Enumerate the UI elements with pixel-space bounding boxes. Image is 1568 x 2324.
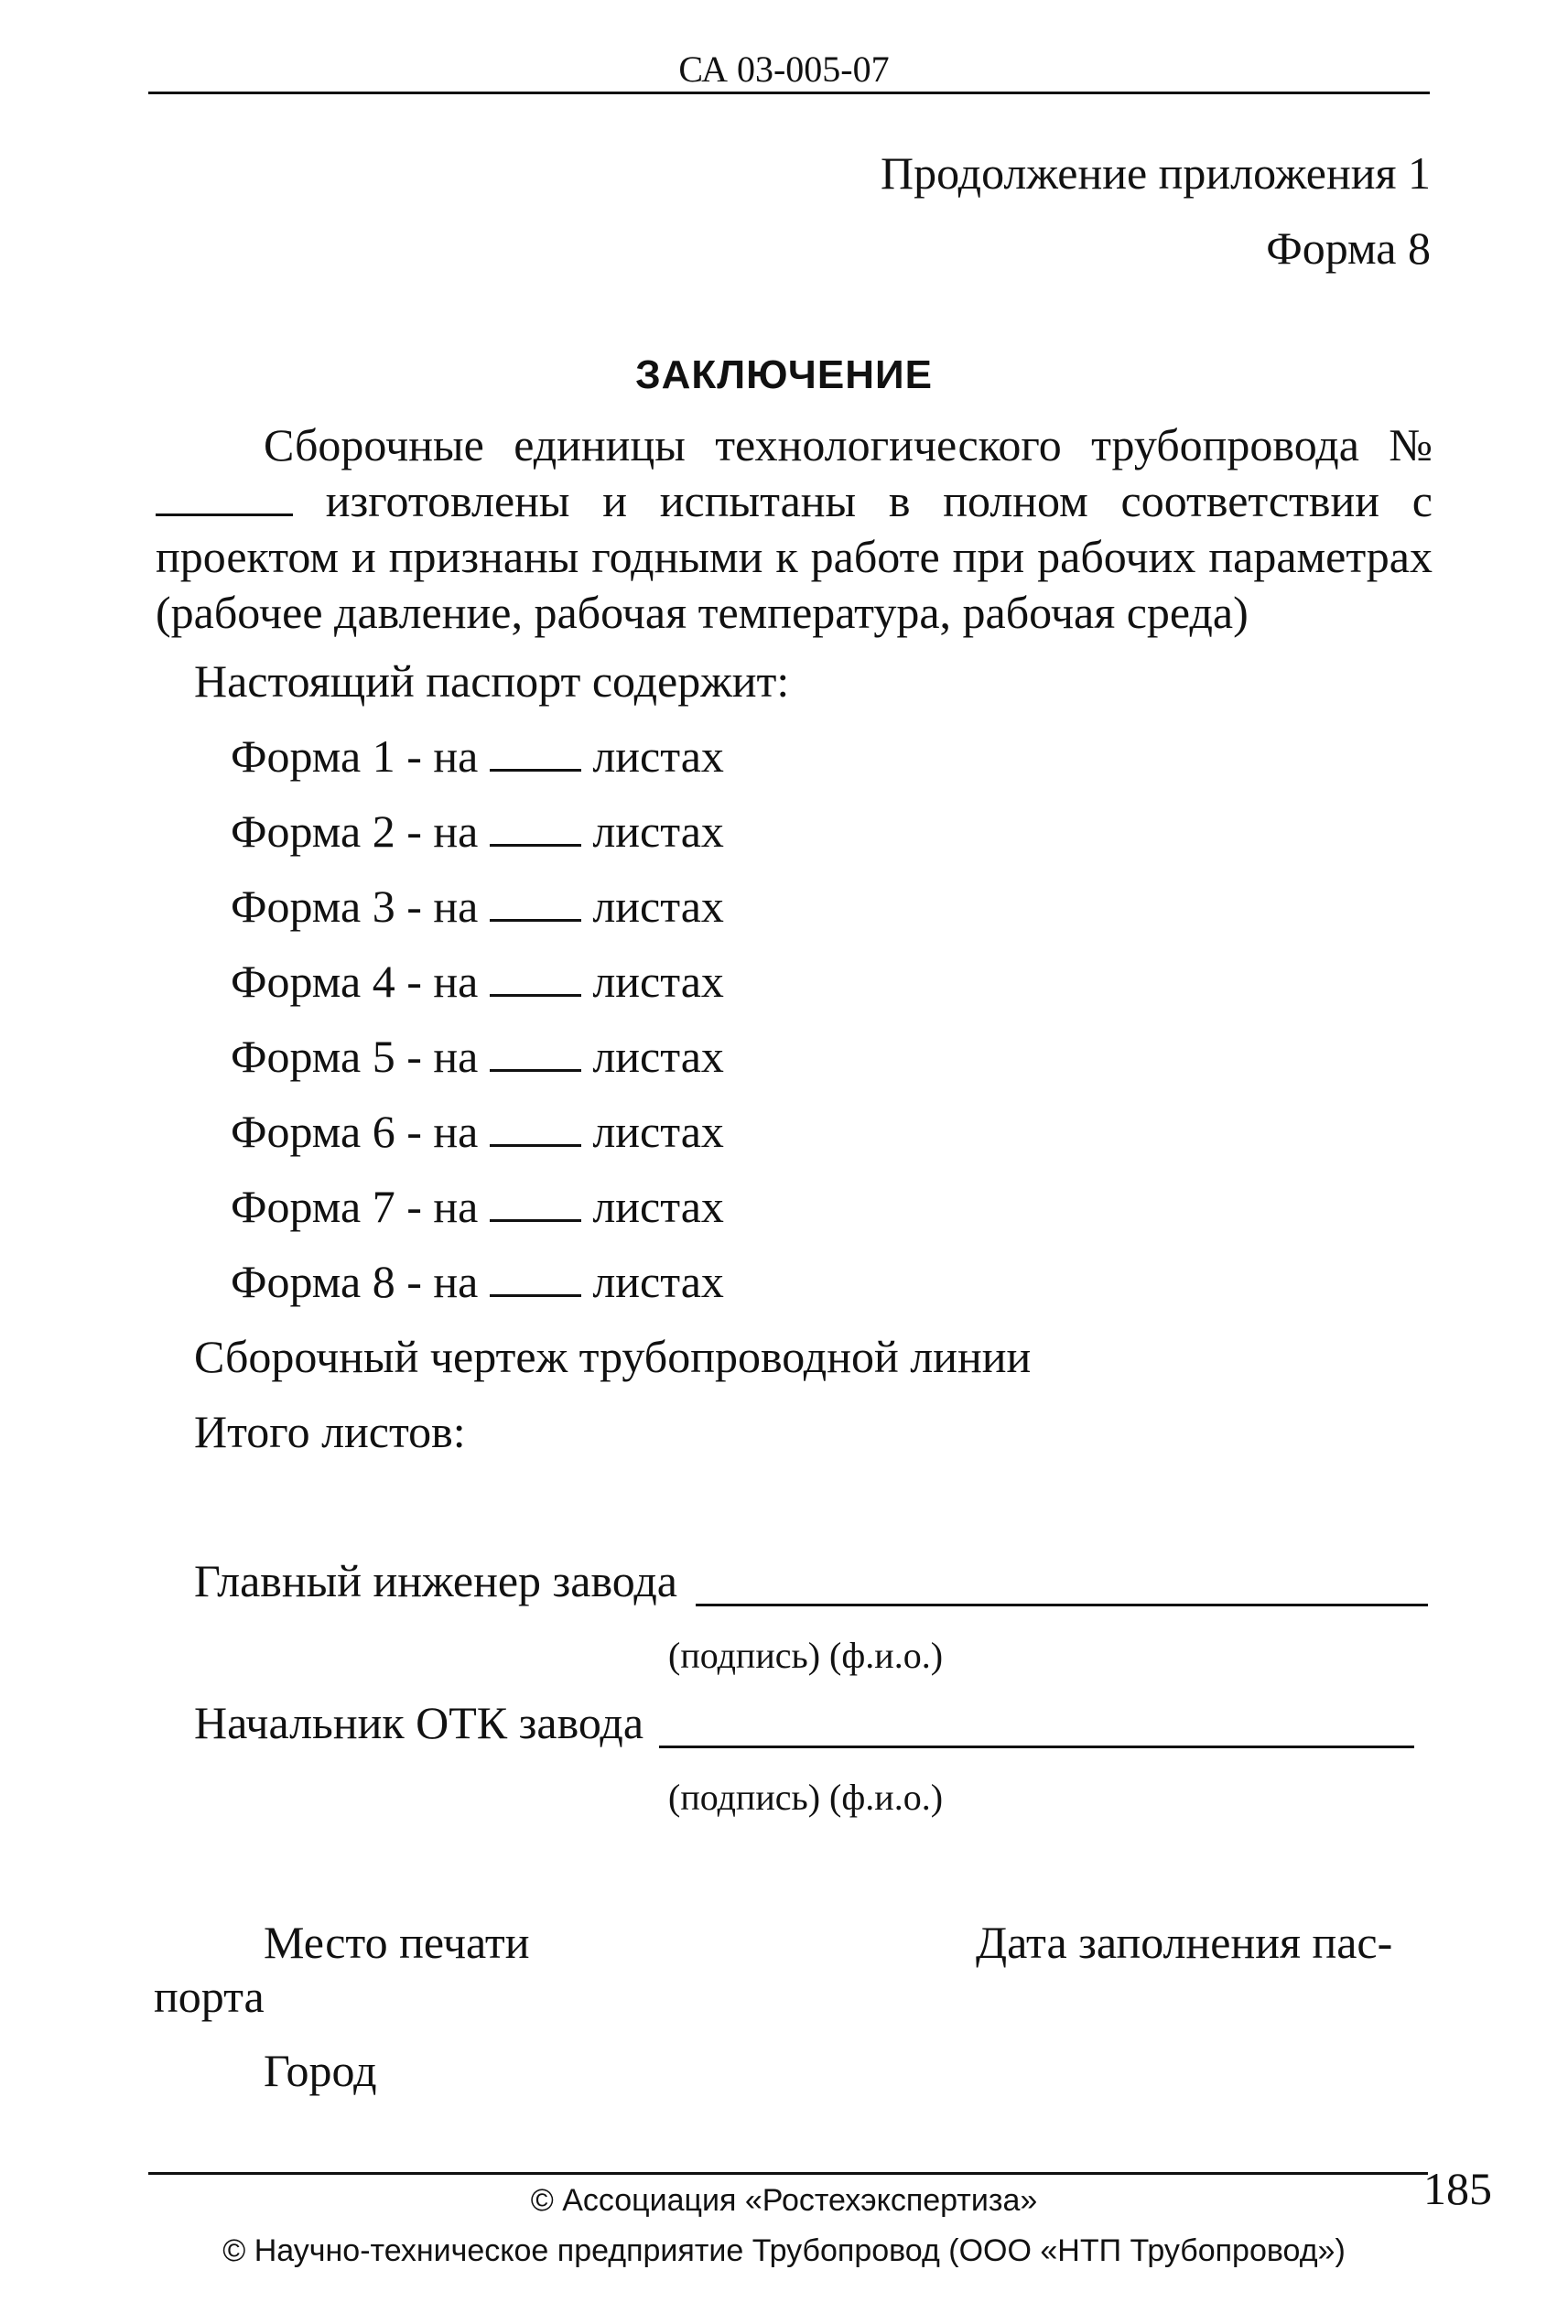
seal-place-label: Место печати <box>264 1917 530 1968</box>
form-number: Форма 8 <box>1266 222 1431 274</box>
sheets-blank[interactable] <box>490 732 581 772</box>
contents-item: Форма 1 - на листах <box>231 730 724 782</box>
footer-copyright-association: © Ассоциация «Ростехэкспертиза» <box>530 2183 1038 2218</box>
pipeline-number-blank[interactable] <box>156 477 293 516</box>
chief-engineer-signature-line[interactable] <box>696 1604 1428 1606</box>
fill-date-label-cont: порта <box>154 1971 265 2022</box>
page-title: ЗАКЛЮЧЕНИЕ <box>635 352 933 397</box>
contents-item: Форма 4 - на листах <box>231 956 724 1007</box>
footer-rule <box>148 2172 1428 2175</box>
sheets-blank[interactable] <box>490 807 581 847</box>
document-code: СА 03-005-07 <box>678 49 890 90</box>
chief-engineer-caption: (подпись) (ф.и.о.) <box>668 1635 944 1676</box>
header-rule <box>148 92 1430 94</box>
conclusion-text-start: Сборочные единицы технологического трубопровода № <box>264 419 1433 470</box>
contents-item: Форма 5 - на листах <box>231 1031 724 1082</box>
contents-item: Форма 3 - на листах <box>231 881 724 932</box>
page-number: 185 <box>1423 2163 1492 2214</box>
appendix-continuation: Продолжение приложения 1 <box>880 147 1431 199</box>
city-label: Город <box>264 2045 377 2096</box>
contents-item: Форма 6 - на листах <box>231 1106 724 1157</box>
assembly-drawing-label: Сборочный чертеж трубопроводной линии <box>194 1331 1032 1382</box>
contents-item: Форма 8 - на листах <box>231 1256 724 1307</box>
total-sheets-label: Итого листов: <box>194 1406 466 1457</box>
sheets-blank[interactable] <box>490 882 581 922</box>
contents-item: Форма 2 - на листах <box>231 805 724 857</box>
sheets-blank[interactable] <box>490 1032 581 1072</box>
chief-engineer-label: Главный инженер завода <box>194 1555 677 1606</box>
contents-item: Форма 7 - на листах <box>231 1181 724 1232</box>
qc-head-signature-line[interactable] <box>659 1746 1414 1748</box>
conclusion-text-end: изготовлены и испытаны в полном соответствии с проектом и признаны годными к работе при рабочих параметрах (рабочее давление, рабочая температура, рабочая среда) <box>156 475 1433 638</box>
qc-head-label: Начальник ОТК завода <box>194 1697 644 1748</box>
conclusion-paragraph <box>156 417 1433 641</box>
sheets-blank[interactable] <box>490 1258 581 1297</box>
sheets-blank[interactable] <box>490 1183 581 1222</box>
sheets-blank[interactable] <box>490 1108 581 1147</box>
contents-heading: Настоящий паспорт содержит: <box>194 655 790 707</box>
qc-head-caption: (подпись) (ф.и.о.) <box>668 1777 944 1818</box>
fill-date-label: Дата заполнения пас- <box>976 1917 1393 1968</box>
sheets-blank[interactable] <box>490 957 581 997</box>
footer-copyright-company: © Научно-техническое предприятие Трубопровод (ООО «НТП Трубопровод») <box>222 2233 1346 2268</box>
